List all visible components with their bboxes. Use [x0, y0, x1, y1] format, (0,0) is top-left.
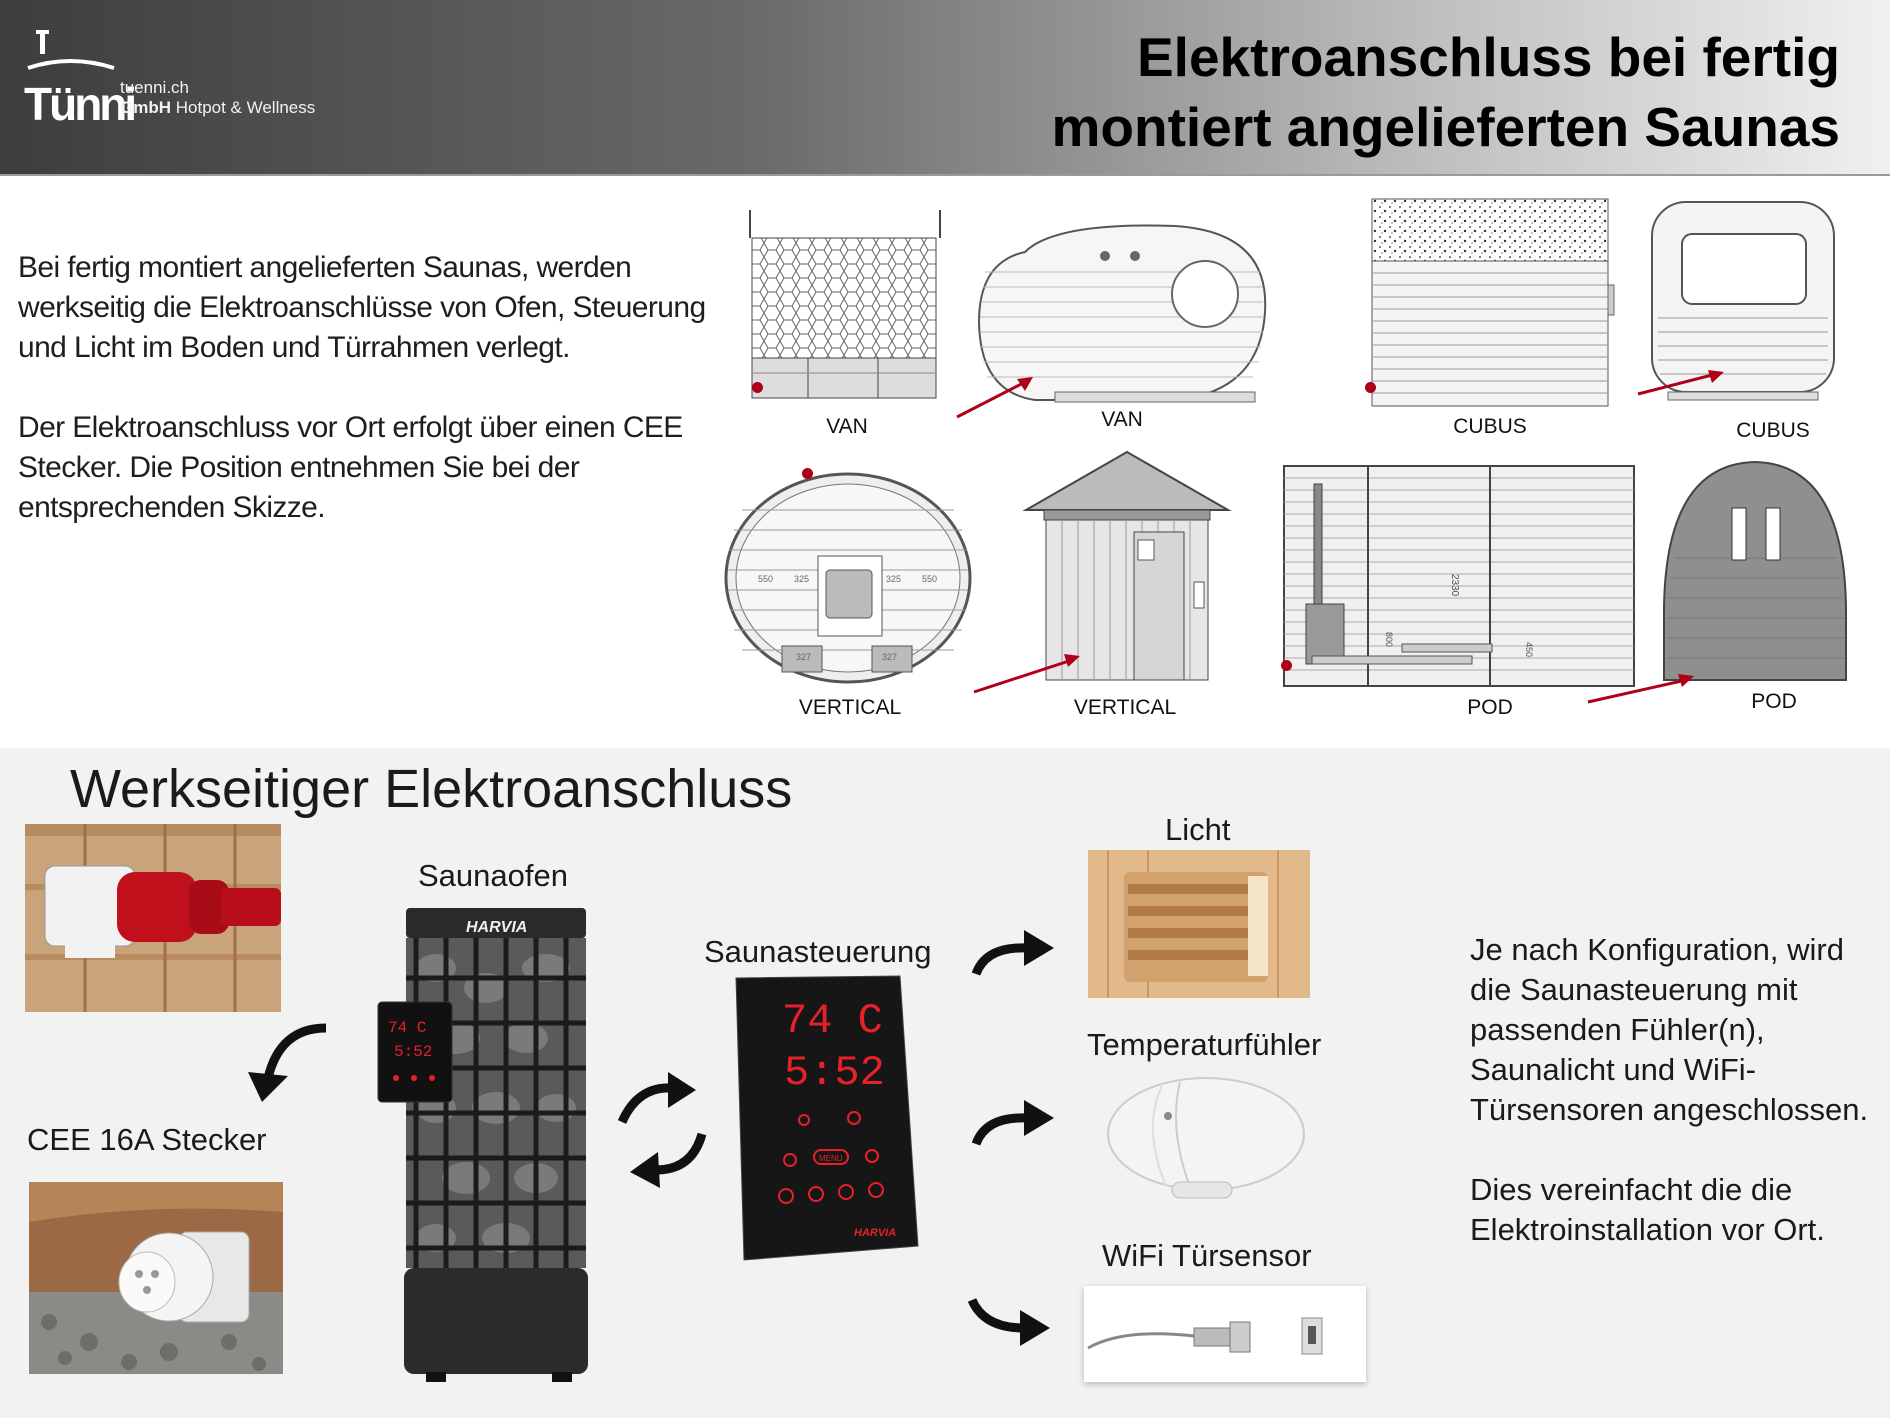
control-display-time: 5:52 — [784, 1049, 885, 1097]
curved-arrow-icon — [972, 924, 1056, 978]
sketch-label-cubus-2: CUBUS — [1736, 419, 1810, 442]
cee-socket-image — [25, 824, 281, 1012]
arrow-red-icon — [955, 375, 1035, 420]
dim-label: 550 — [758, 574, 774, 584]
wifi-door-sensor-label: WiFi Türsensor — [1102, 1238, 1312, 1273]
sauna-control-image — [734, 974, 920, 1264]
sketch-vertical-top — [722, 470, 977, 688]
brand-gmbh: GmbH — [120, 98, 171, 117]
brand-tagline — [120, 98, 315, 118]
cee-socket-photo — [25, 824, 281, 1012]
configuration-note — [1470, 930, 1870, 1290]
curved-arrow-icon — [240, 1022, 330, 1102]
brand-domain: tuenni.ch — [120, 78, 189, 97]
cee-plug-image — [29, 1182, 283, 1374]
sketch-label-cubus-1: CUBUS — [1453, 415, 1527, 438]
header-banner — [0, 0, 1890, 176]
curved-arrow-icon — [972, 1094, 1056, 1148]
page-title-line2: montiert angelieferten Saunas — [1051, 96, 1840, 158]
cee-position-marker — [1281, 660, 1292, 671]
sketch-pod-front — [1660, 458, 1850, 686]
dim-label: 800 — [1384, 632, 1394, 648]
cee-plug-photo — [29, 1182, 283, 1374]
curved-arrow-icon — [628, 1130, 708, 1190]
intro-text — [18, 248, 718, 568]
page-title-line1: Elektroanschluss bei fertig — [1137, 26, 1840, 88]
curved-arrow-icon — [618, 1070, 698, 1126]
dim-label: 327 — [796, 652, 812, 662]
wifi-door-sensor-image — [1084, 1286, 1366, 1382]
dim-label: 325 — [794, 574, 810, 584]
sketch-label-van-2: VAN — [1101, 408, 1143, 431]
heater-display-temp: 74 C — [388, 1019, 427, 1037]
intro-paragraph-2: Der Elektroanschluss vor Ort erfolgt über einen CEE Stecker. Die Position entnehmen Sie bei der entsprechenden Skizze. — [18, 411, 683, 524]
sketch-pod-side — [1282, 464, 1636, 688]
logo-wordmark: Tünni — [24, 78, 135, 130]
arrow-red-icon — [972, 652, 1082, 696]
dim-label: 550 — [922, 574, 938, 584]
brand-logo[interactable] — [22, 28, 322, 138]
cee-position-marker — [752, 382, 763, 393]
sketch-cubus-front — [1368, 195, 1618, 415]
light-label: Licht — [1165, 812, 1231, 847]
cee-plug-label: CEE 16A Stecker — [27, 1122, 267, 1157]
sketch-label-pod-2: POD — [1751, 690, 1797, 713]
page-title — [840, 22, 1840, 162]
section-title: Werkseitiger Elektroanschluss — [70, 759, 793, 819]
brand-tagline-text: Hotpot & Wellness — [175, 98, 316, 117]
temperature-sensor-label: Temperaturfühler — [1087, 1027, 1322, 1062]
sauna-heater-label: Saunaofen — [418, 858, 568, 893]
temperature-sensor-image — [1102, 1068, 1310, 1204]
arrow-red-icon — [1586, 672, 1696, 706]
sketch-van-front — [748, 208, 948, 408]
control-brand: HARVIA — [854, 1227, 897, 1239]
heater-brand: HARVIA — [466, 919, 528, 936]
sauna-light-image — [1088, 850, 1310, 998]
dim-label: 2330 — [1449, 574, 1460, 597]
sketch-label-van-1: VAN — [826, 415, 868, 438]
control-display-temp: 74 C — [782, 997, 883, 1045]
sauna-heater-image — [376, 908, 606, 1384]
sauna-light-photo — [1088, 850, 1310, 998]
control-menu-label: MENU — [819, 1154, 843, 1163]
curved-arrow-icon — [968, 1294, 1052, 1350]
dim-label: 325 — [886, 574, 902, 584]
dim-label: 327 — [882, 652, 898, 662]
arrow-red-icon — [1636, 368, 1726, 398]
sketch-label-vertical-1: VERTICAL — [798, 696, 902, 719]
wifi-door-sensor-photo — [1084, 1286, 1366, 1382]
tuenni-logo-icon — [22, 28, 135, 138]
sketch-label-vertical-2: VERTICAL — [1073, 696, 1177, 719]
note-paragraph-1: Je nach Konfiguration, wird die Saunasteuerung mit passenden Fühler(n), Saunalicht und WiFi-Türsensoren angeschlossen. — [1470, 932, 1869, 1127]
dim-label: 450 — [1524, 642, 1534, 658]
heater-display-time: 5:52 — [394, 1043, 433, 1061]
cee-position-marker — [802, 468, 813, 479]
sketch-label-pod-1: POD — [1467, 696, 1513, 719]
cee-position-marker — [1365, 382, 1376, 393]
intro-paragraph-1: Bei fertig montiert angelieferten Saunas, werden werkseitig die Elektroanschlüsse von Ofen, Steuerung und Licht im Boden und Türrahmen verlegt. — [18, 251, 706, 364]
sauna-control-label: Saunasteuerung — [704, 934, 932, 969]
note-paragraph-2: Dies vereinfacht die die Elektroinstallation vor Ort. — [1470, 1172, 1825, 1247]
